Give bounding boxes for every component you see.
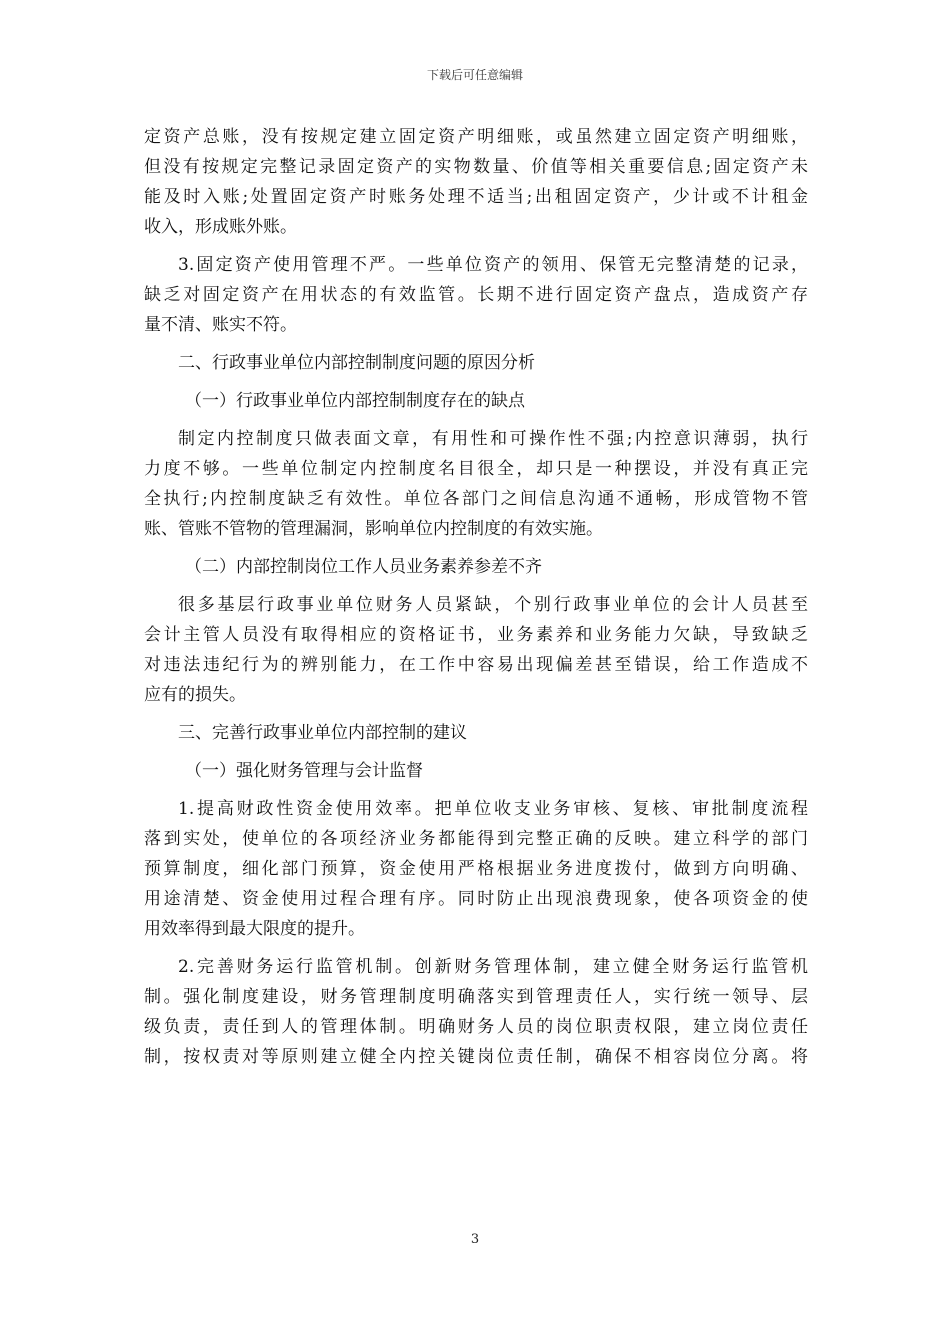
text-line: 很多基层行政事业单位财务人员紧缺，个别行政事业单位的会计人员甚至 [178, 595, 808, 615]
page-number: 3 [470, 1232, 480, 1247]
text-line: 但没有按规定完整记录固定资产的实物数量、价值等相关重要信息;固定资产未 [144, 157, 808, 177]
text-line: 力度不够。一些单位制定内控制度名目很全，却只是一种摆设，并没有真正完 [144, 459, 808, 479]
text-line: 1.提高财政性资金使用效率。把单位收支业务审核、复核、审批制度流程 [178, 799, 808, 819]
text-line: 能及时入账;处置固定资产时账务处理不适当;出租固定资产，少计或不计租金 [144, 187, 808, 207]
heading-text: 二、行政事业单位内部控制制度问题的原因分析 [178, 353, 535, 373]
text-line: 制定内控制度只做表面文章，有用性和可操作性不强;内控意识薄弱，执行 [178, 429, 808, 449]
subheading-staff-quality [144, 552, 808, 582]
text-line: 制，按权责对等原则建立健全内控关键岗位责任制，确保不相容岗位分离。将 [144, 1047, 808, 1067]
text-line: 会计主管人员没有取得相应的资格证书，业务素养和业务能力欠缺，导致缺乏 [144, 625, 808, 645]
text-line: 落到实处，使单位的各项经济业务都能得到完整正确的反映。建立科学的部门 [144, 829, 808, 849]
text-line: 用效率得到最大限度的提升。 [144, 919, 365, 939]
text-line: 量不清、账实不符。 [144, 315, 297, 335]
subheading-system-defects [144, 386, 808, 416]
subheading-financial-management [144, 756, 808, 786]
paragraph-supervision-mechanism [144, 952, 808, 1072]
heading-text: （一）强化财务管理与会计监督 [185, 761, 423, 781]
heading-text: （二）内部控制岗位工作人员业务素养参差不齐 [185, 557, 542, 577]
heading-text: 三、完善行政事业单位内部控制的建议 [178, 723, 467, 743]
text-line: 应有的损失。 [144, 685, 246, 705]
paragraph-fixed-asset-usage [144, 250, 808, 340]
text-line: 定资产总账，没有按规定建立固定资产明细账，或虽然建立固定资产明细账， [144, 127, 808, 147]
text-line: 全执行;内控制度缺乏有效性。单位各部门之间信息沟通不通畅，形成管物不管 [144, 489, 808, 509]
text-line: 级负责，责任到人的管理体制。明确财务人员的岗位职责权限，建立岗位责任 [144, 1017, 808, 1037]
text-line: 对违法违纪行为的辨别能力，在工作中容易出现偏差甚至错误，给工作造成不 [144, 655, 808, 675]
section-heading-suggestions [144, 718, 808, 748]
document-body [144, 122, 808, 1080]
text-line: 缺乏对固定资产在用状态的有效监管。长期不进行固定资产盘点，造成资产存 [144, 285, 808, 305]
paragraph-fixed-asset-accounting [144, 122, 808, 242]
text-line: 制。强化制度建设，财务管理制度明确落实到管理责任人，实行统一领导、层 [144, 987, 808, 1007]
text-line: 预算制度，细化部门预算，资金使用严格根据业务进度拨付，做到方向明确、 [144, 859, 808, 879]
paragraph-fund-efficiency [144, 794, 808, 944]
text-line: 3.固定资产使用管理不严。一些单位资产的领用、保管无完整清楚的记录， [178, 255, 808, 275]
heading-text: （一）行政事业单位内部控制制度存在的缺点 [185, 391, 525, 411]
paragraph-staff-quality [144, 590, 808, 710]
text-line: 收入，形成账外账。 [144, 217, 297, 237]
text-line: 用途清楚、资金使用过程合理有序。同时防止出现浪费现象，使各项资金的使 [144, 889, 808, 909]
text-line: 2.完善财务运行监管机制。创新财务管理体制，建立健全财务运行监管机 [178, 957, 808, 977]
paragraph-system-defects [144, 424, 808, 544]
text-line: 账、管账不管物的管理漏洞，影响单位内控制度的有效实施。 [144, 519, 603, 539]
page-header: 下载后可任意编辑 [426, 68, 523, 82]
section-heading-cause-analysis [144, 348, 808, 378]
